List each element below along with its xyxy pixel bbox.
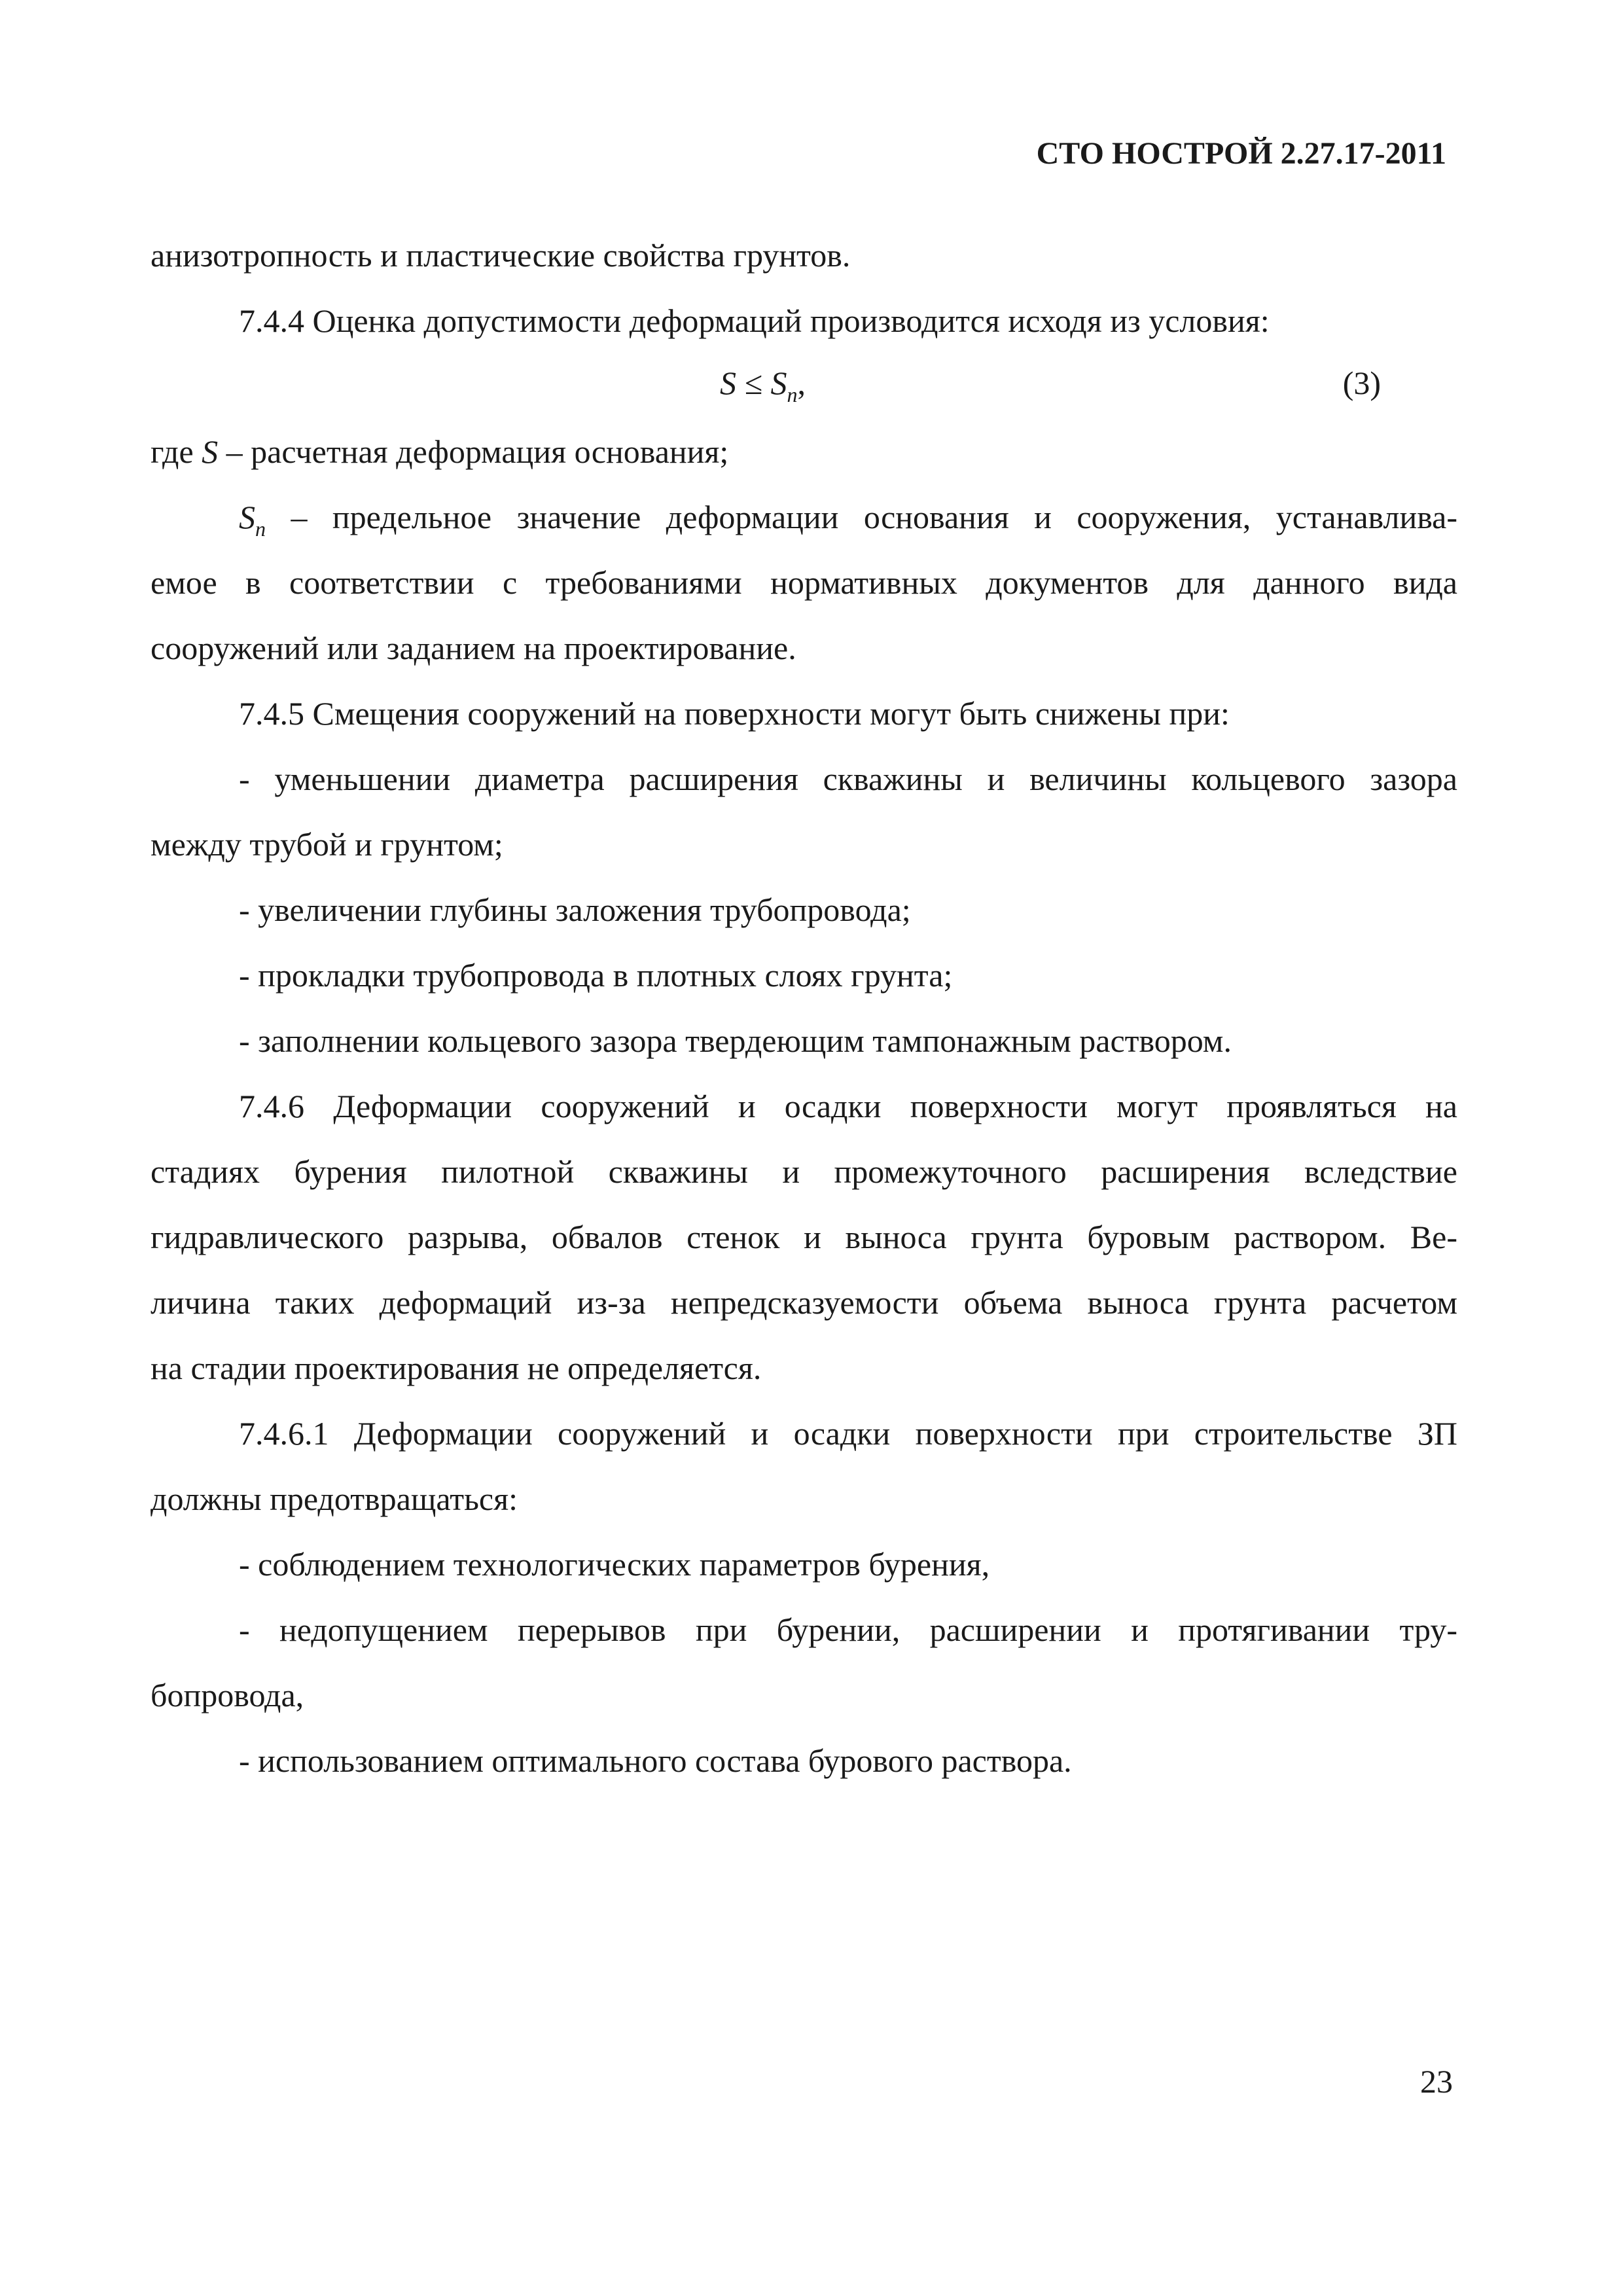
text-line-23: - использованием оптимального состава бурового раствора.	[239, 1742, 1072, 1779]
text-line-5: емое в соответствии с требованиями нормативных документов для данного вида	[151, 564, 1457, 601]
formula-3	[0, 357, 1623, 409]
text-line-9: между трубой и грунтом;	[151, 826, 503, 863]
text-line-3: где S – расчетная деформация основания;	[151, 433, 729, 470]
text-line-2: 7.4.4 Оценка допустимости деформаций производится исходя из условия:	[239, 302, 1270, 339]
text-line-8: - уменьшении диаметра расширения скважины и величины кольцевого зазора	[239, 761, 1457, 797]
text-line-10: - увеличении глубины заложения трубопровода;	[239, 891, 911, 928]
running-header: СТО НОСТРОЙ 2.27.17-2011	[1036, 136, 1446, 171]
text-line-12: - заполнении кольцевого зазора твердеющим тампонажным раствором.	[239, 1022, 1232, 1059]
text-line-14: стадиях бурения пилотной скважины и промежуточного расширения вследствие	[151, 1153, 1457, 1190]
text-line-20: - соблюдением технологических параметров бурения,	[239, 1546, 990, 1583]
text-line-22: бопровода,	[151, 1677, 304, 1713]
text-line-19: должны предотвращаться:	[151, 1480, 518, 1517]
text-line-11: - прокладки трубопровода в плотных слоях грунта;	[239, 957, 953, 994]
text-line-13: 7.4.6 Деформации сооружений и осадки поверхности могут проявляться на	[239, 1088, 1457, 1124]
page-number: 23	[1420, 2063, 1453, 2100]
text-line-16: личина таких деформаций из-за непредсказуемости объема выноса грунта расчетом	[151, 1284, 1457, 1321]
text-line-1: анизотропность и пластические свойства грунтов.	[151, 237, 851, 274]
formula-expression: $S \le S_n$,	[720, 365, 806, 406]
formula-number: (3)	[1342, 365, 1381, 401]
text-line-4: $S_n$ – предельное значение деформации основания и сооружения, устанавлива-	[239, 499, 1457, 541]
text-line-15: гидравлического разрыва, обвалов стенок и выноса грунта буровым раствором. Ве-	[151, 1219, 1457, 1255]
text-line-21: - недопущением перерывов при бурении, расширении и протягивании тру-	[239, 1611, 1457, 1648]
text-line-6: сооружений или заданием на проектирование.	[151, 630, 796, 666]
text-line-18: 7.4.6.1 Деформации сооружений и осадки поверхности при строительстве ЗП	[239, 1415, 1457, 1452]
text-line-7: 7.4.5 Смещения сооружений на поверхности могут быть снижены при:	[239, 695, 1230, 732]
text-line-17: на стадии проектирования не определяется.	[151, 1350, 762, 1386]
